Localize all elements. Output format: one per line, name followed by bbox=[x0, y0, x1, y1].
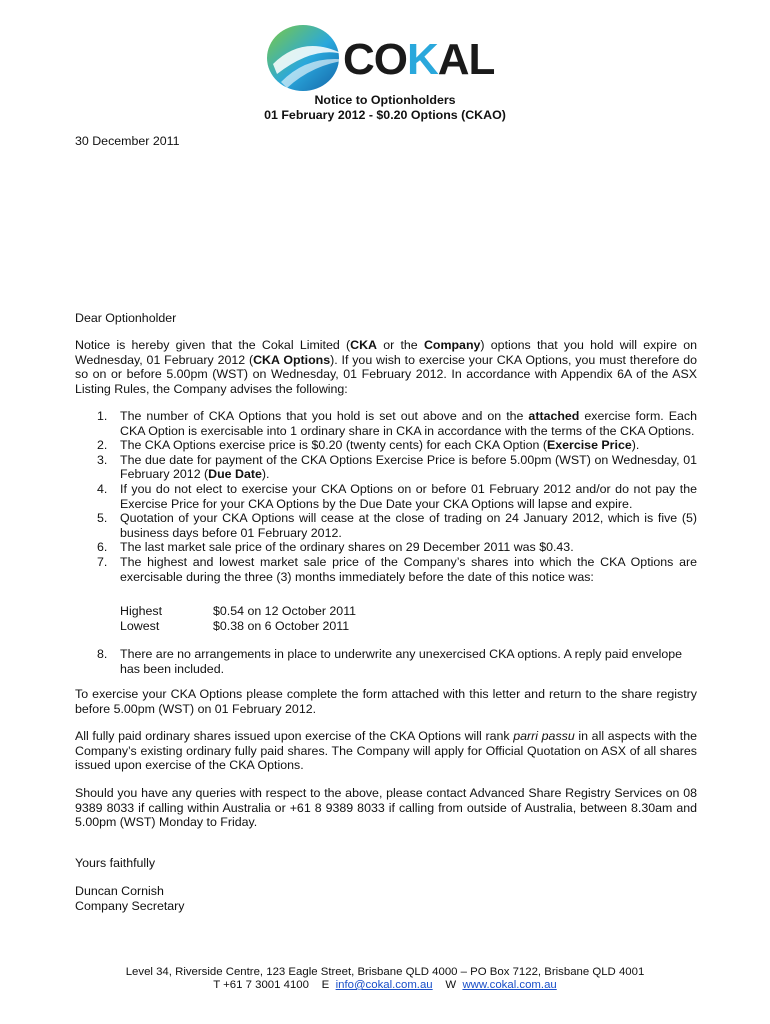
salutation: Dear Optionholder bbox=[75, 311, 177, 325]
list-item: 1. The number of CKA Options that you hold is set out above and on the attached exercise form. Each CKA Option is exercisable into 1 ordinary share in CKA in accordance with the terms of the CKA Options. bbox=[97, 409, 697, 438]
closing: Yours faithfully bbox=[75, 856, 156, 870]
point-8-text: There are no arrangements in place to underwrite any unexercised CKA options. A reply paid envelope has been included. bbox=[120, 647, 683, 676]
list-item: 2. The CKA Options exercise price is $0.20 (twenty cents) for each CKA Option (Exercise Price). bbox=[97, 438, 640, 453]
footer-phone: T +61 7 3001 4100 bbox=[213, 979, 309, 991]
exercise-paragraph: To exercise your CKA Options please complete the form attached with this letter and return to the share registry before 5.00pm (WST) on 01 February 2012. bbox=[75, 687, 697, 716]
numbered-points bbox=[75, 409, 697, 584]
queries-paragraph: Should you have any queries with respect to the above, please contact Advanced Share Registry Services on 08 9389 8033 if calling within Australia or +61 8 9389 8033 if calling from outside of Australia, between 8.30am and 5.00pm (WST) Monday to Friday. bbox=[75, 786, 697, 830]
email-label: E bbox=[321, 979, 330, 991]
email-link[interactable]: info@cokal.com.au bbox=[335, 979, 433, 991]
highest-label: Highest bbox=[120, 604, 163, 618]
notice-title: Notice to Optionholders bbox=[314, 93, 456, 107]
signatory-name: Duncan Cornish bbox=[75, 884, 164, 898]
point-8-number: 8. bbox=[97, 647, 108, 661]
lowest-value: $0.38 on 6 October 2011 bbox=[213, 619, 350, 633]
letter-date: 30 December 2011 bbox=[75, 134, 180, 148]
notice-subtitle: 01 February 2012 - $0.20 Options (CKAO) bbox=[264, 108, 506, 122]
list-item: 5. Quotation of your CKA Options will cease at the close of trading on 24 January 2012, which is five (5) business days before 01 February 2012. bbox=[97, 511, 697, 540]
web-label: W bbox=[445, 979, 457, 991]
cokal-logo bbox=[263, 24, 508, 94]
highest-value: $0.54 on 12 October 2011 bbox=[213, 604, 357, 618]
signatory-title: Company Secretary bbox=[75, 899, 185, 913]
footer-address: Level 34, Riverside Centre, 123 Eagle Street, Brisbane QLD 4000 – PO Box 7122, Brisbane QLD 4001 bbox=[125, 966, 645, 978]
list-item: 3. The due date for payment of the CKA Options Exercise Price is before 5.00pm (WST) on Wednesday, 01 February 2012 (Due Date). bbox=[97, 452, 697, 482]
list-item: 7. The highest and lowest market sale price of the Company’s shares into which the CKA Options are exercisable during the three (3) months immediately before the date of this notice was: bbox=[97, 554, 697, 584]
lowest-label: Lowest bbox=[120, 619, 160, 633]
footer-contact bbox=[0, 979, 770, 992]
logo-wordmark: COKAL bbox=[343, 35, 495, 84]
list-item: 6. The last market sale price of the ordinary shares on 29 December 2011 was $0.43. bbox=[97, 540, 574, 555]
list-item: 4. If you do not elect to exercise your CKA Options on or before 01 February 2012 and/or do not pay the Exercise Price for your CKA Options by the Due Date your CKA Options will lapse and expire. bbox=[97, 481, 697, 511]
website-link[interactable]: www.cokal.com.au bbox=[462, 979, 557, 991]
intro-paragraph: Notice is hereby given that the Cokal Limited (CKA or the Company) options that you hold will expire on Wednesday, 01 February 2012 (CKA Options). If you wish to exercise your CKA Options, you must therefore do so on or before 5.00pm (WST) on Wednesday, 01 February 2012. In accordance with Appendix 6A of the ASX Listing Rules, the Company advises the following: bbox=[75, 338, 697, 396]
shares-paragraph: All fully paid ordinary shares issued upon exercise of the CKA Options will rank parri passu in all aspects with the Company’s existing ordinary fully paid shares. The Company will apply for Official Quotation on ASX of all shares issued upon exercise of the CKA Options. bbox=[75, 729, 698, 773]
